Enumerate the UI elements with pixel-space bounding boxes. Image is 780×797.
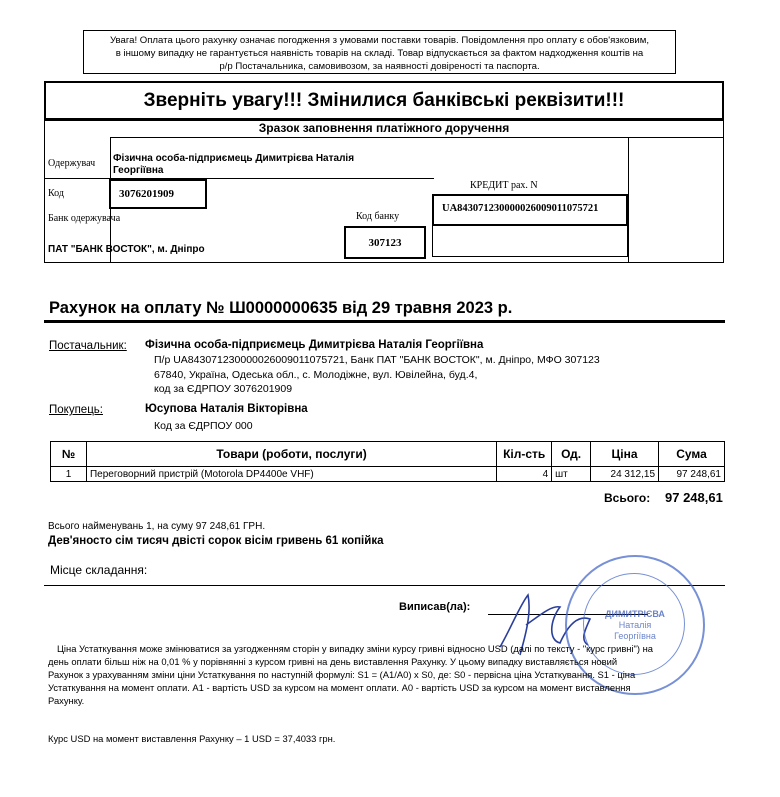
row-sum: 97 248,61 (659, 467, 725, 482)
supplier-address: 67840, Україна, Одеська обл., с. Молодіжне, вул. Ювілейна, буд.4, (154, 369, 478, 381)
total-label: Всього: (604, 491, 651, 505)
row-quantity: 4 (497, 467, 552, 482)
table-header-row (51, 442, 725, 467)
recipient-name-1: Фізична особа-підприємець Димитрієва Наталія (113, 153, 355, 164)
bank-code-label: Код банку (356, 211, 400, 222)
recipient-label: Одержувач (48, 158, 96, 169)
col-quantity: Кіл-сть (497, 442, 552, 467)
bank-label: Банк одержувача (48, 213, 121, 224)
notice-line-2: в іншому випадку не гарантується наявність товарів на складі. Товар відпускається за фактом надходження коштів на (115, 48, 644, 59)
total-in-words: Дев'яносто сім тисяч двісті сорок вісім гривень 61 копійка (48, 535, 384, 547)
invoice-title-underline (44, 320, 725, 323)
recipient-name-2: Георгіївна (113, 165, 164, 176)
credit-account-value: UA843071230000026009011075721 (442, 203, 599, 214)
row-number: 1 (51, 467, 87, 482)
buyer-code: Код за ЄДРПОУ 000 (154, 420, 253, 432)
recipient-divider (44, 178, 434, 179)
notice-line-1: Увага! Оплата цього рахунку означає погодження з умовами поставки товарів. Повідомлення про оплату є обов'язковим, (109, 35, 650, 46)
price-note-1: Ціна Устаткування може змінюватися за узгодженням сторін у випадку зміни курсу гривні відносно USD (далі по тексту - "курс гривні") на (57, 643, 654, 654)
credit-right-divider (628, 137, 629, 263)
stamp-name: ДИМИТРІЄВА (605, 609, 665, 619)
place-label: Місце складання: (50, 563, 148, 577)
bank-code-value: 307123 (368, 237, 402, 249)
table-row (51, 467, 725, 482)
supplier-label: Постачальник: (49, 340, 127, 352)
total-summary: Всього найменувань 1, на суму 97 248,61 ГРН. (48, 521, 266, 532)
code-label: Код (48, 188, 64, 199)
invoice-title: Рахунок на оплату № Ш0000000635 від 29 травня 2023 р. (49, 299, 513, 317)
notice-line-3: р/р Постачальника, самовивозом, за наявності довіреності та паспорта. (219, 61, 540, 72)
col-unit: Од. (552, 442, 591, 467)
price-note-3: Рахунок з урахуванням зміни ціни Устаткування по наступній формулі: S1 = (A1/A0) x S0, де: S0 - первісна ціна Устаткування. S1 - ціна (48, 669, 636, 680)
col-price: Ціна (591, 442, 659, 467)
bank-value: ПАТ "БАНК ВОСТОК", м. Дніпро (48, 244, 205, 255)
row-price: 24 312,15 (591, 467, 659, 482)
stamp-name-3: Георгіївна (614, 631, 656, 641)
price-note-4: Устаткування на момент оплати. А1 - вартість USD за курсом на момент оплати. А0 - вартість USD за курсом на момент виставлення (48, 682, 631, 693)
price-note-2: день оплати більш ніж на 0,01 % у порівнянні з курсом гривні на день виставлення Рахунку. У цьому випадку виставляється новий (48, 656, 618, 667)
supplier-account: П/р UA843071230000026009011075721, Банк ПАТ "БАНК ВОСТОК", м. Дніпро, МФО 307123 (154, 354, 600, 366)
buyer-name: Юсупова Наталія Вікторівна (145, 403, 308, 415)
credit-label: КРЕДИТ рах. N (470, 180, 538, 191)
credit-account-box (432, 194, 628, 226)
supplier-edrpou: код за ЄДРПОУ 3076201909 (154, 383, 293, 395)
buyer-label: Покупець: (49, 404, 103, 416)
banner-text: Зверніть увагу!!! Змінилися банківські реквізити!!! (143, 90, 625, 111)
rate-note: Курс USD на момент виставлення Рахунку – 1 USD = 37,4033 грн. (48, 733, 336, 744)
payment-sample-title: Зразок заповнення платіжного доручення (258, 121, 510, 135)
bank-code-box (344, 226, 426, 259)
col-goods: Товари (роботи, послуги) (86, 442, 496, 467)
code-box (109, 179, 207, 209)
col-sum: Сума (659, 442, 725, 467)
stamp-name-2: Наталія (618, 620, 652, 630)
price-note-5: Рахунку. (48, 695, 85, 706)
supplier-name: Фізична особа-підприємець Димитрієва Наталія Георгіївна (145, 339, 484, 351)
items-table (50, 441, 725, 482)
code-value: 3076201909 (119, 188, 174, 200)
signed-label: Виписав(ла): (399, 601, 471, 613)
bank-change-banner (44, 81, 724, 120)
sample-title-underline (110, 137, 724, 138)
col-number: № (51, 442, 87, 467)
notice-box (83, 30, 676, 74)
total-value: 97 248,61 (665, 490, 723, 505)
row-goods: Переговорний пристрій (Motorola DP4400e VHF) (86, 467, 496, 482)
row-unit: шт (552, 467, 591, 482)
